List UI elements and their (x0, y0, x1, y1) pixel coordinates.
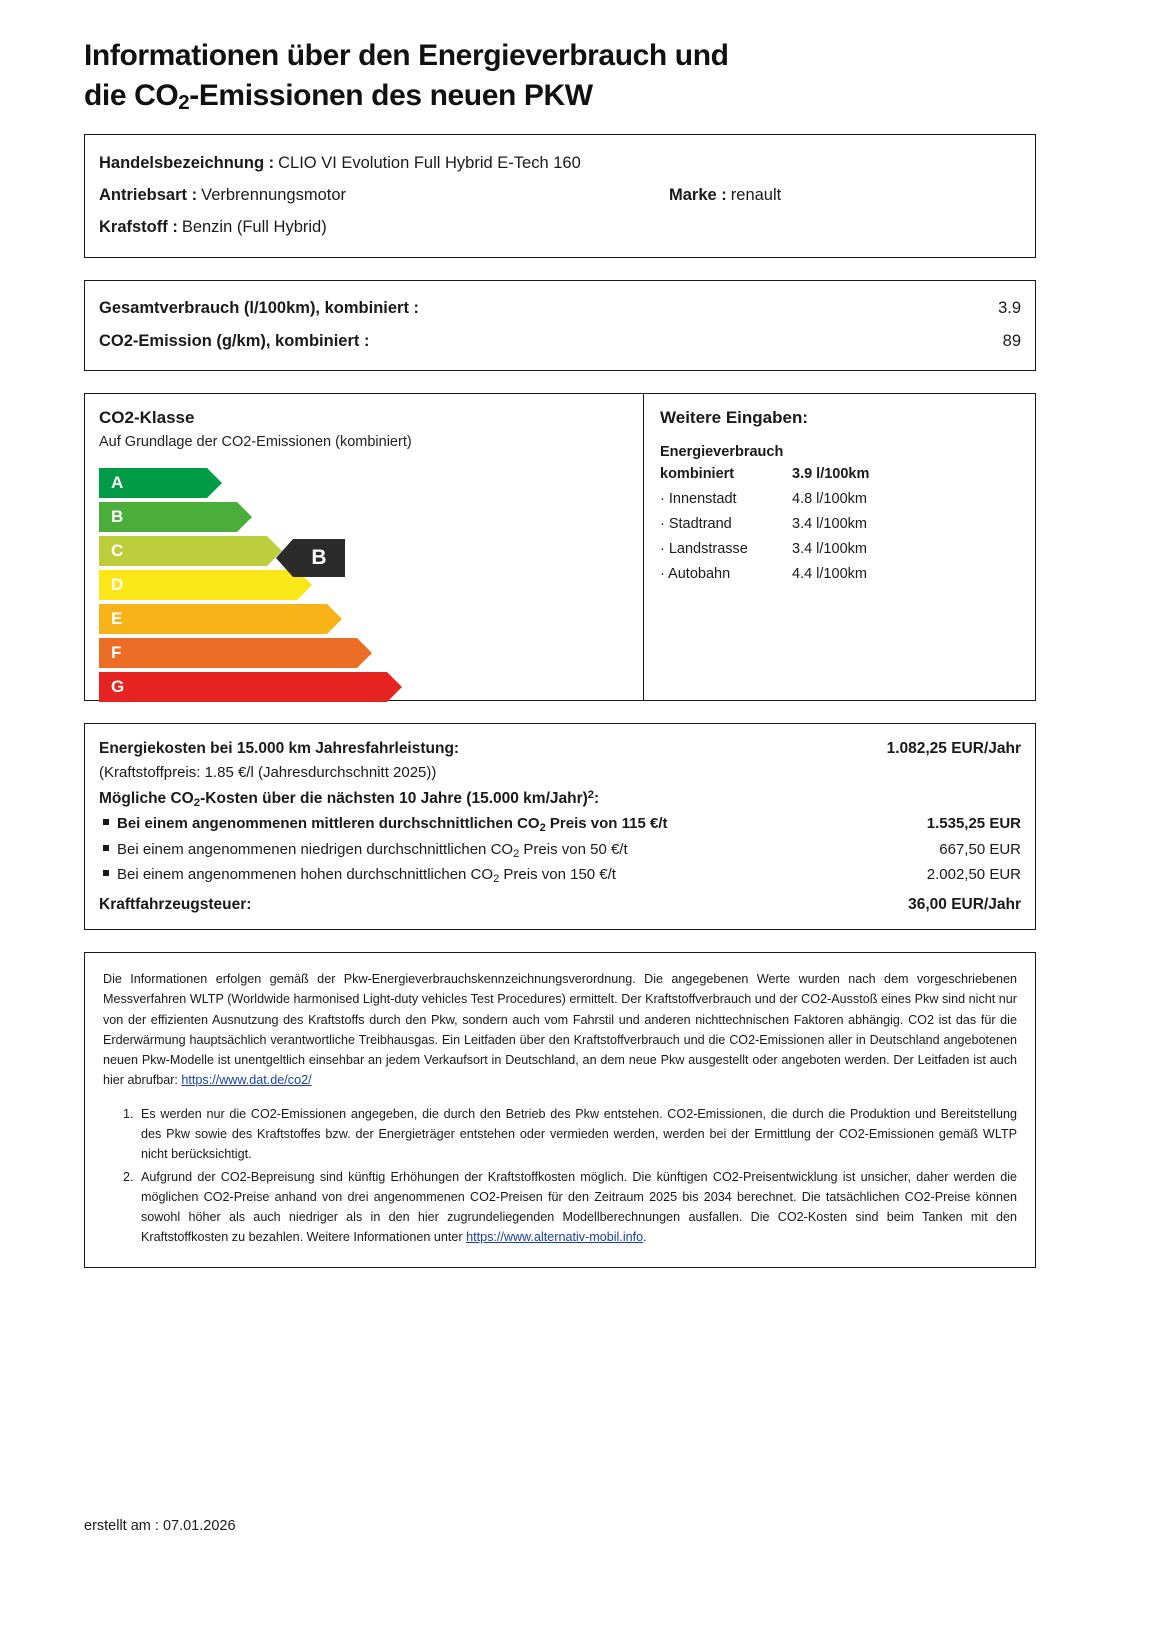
consumption-detail-value: 4.4 l/100km (792, 566, 867, 583)
energy-cost-label: Energiekosten bei 15.000 km Jahresfahrleistung: (99, 740, 460, 758)
co2-class-bar-label: B (111, 507, 124, 527)
consumption-detail-row (660, 537, 1035, 562)
co2-class-bar-label: G (111, 677, 125, 697)
co2-cost-header-text: Mögliche $CO_2$-Kosten über die nächsten 10 Jahre (15.000 km/Jahr)$^2$: (99, 788, 600, 809)
page-title-line2: die $CO_2$-Emissionen des neuen PKW (84, 78, 593, 114)
antriebsart-label: Antriebsart : (99, 185, 198, 204)
vehicle-info-box (84, 134, 1036, 259)
dat-guide-link[interactable]: https://www.dat.de/co2/ (181, 1073, 312, 1088)
bullet-square-icon (103, 845, 109, 851)
co2-cost-bullet (99, 862, 1021, 888)
fuel-price-note: (Kraftstoffpreis: 1.85 €/l (Jahresdurchschnitt 2025)) (99, 764, 437, 782)
bullet-square-icon (103, 819, 109, 825)
co2-class-bar-body (99, 638, 357, 668)
energy-cost-value: 1.082,25 EUR/Jahr (886, 740, 1021, 758)
handelsbezeichnung-label: Handelsbezeichnung : (99, 153, 275, 172)
footnote-2 (137, 1167, 1017, 1248)
co2-class-bar-label: E (111, 609, 123, 629)
page-title-line1: Informationen über den Energieverbrauch und (84, 39, 729, 72)
marker-label: B (311, 546, 327, 570)
page-title (84, 36, 1014, 116)
co2-class-chart-panel (85, 394, 643, 700)
disclaimer-paragraph (103, 969, 1017, 1090)
footnote-list (103, 1104, 1017, 1247)
co2-cost-header (99, 786, 1021, 811)
consumption-detail-key: · Landstrasse (660, 541, 748, 558)
co2-class-bar-arrowhead (357, 638, 372, 668)
footnote-1: 1. Es werden nur die CO2-Emissionen angegeben, die durch den Betrieb des Pkw entstehen. CO2-Emissionen, die durch die Produktion und Bereitstellung des Pkw sowie des Kraftstoffes bzw. der Energieträger entstehen oder vermieden werden, werden bei der Ermittlung der CO2-Emissionen gemäß WLTP nicht berücksichtigt. (137, 1104, 1017, 1164)
total-consumption-row (99, 292, 1021, 325)
consumption-detail-row (660, 512, 1035, 537)
co2-class-bar-body (99, 502, 237, 532)
alternativ-mobil-link[interactable]: https://www.alternativ-mobil.info (466, 1230, 644, 1244)
co2-emission-row (99, 325, 1021, 358)
kraftstoff-value: Benzin (Full Hybrid) (181, 218, 327, 237)
co2-class-bar-e (99, 604, 643, 634)
consumption-detail-value: 4.8 l/100km (792, 491, 867, 508)
marker-arrow-tip (276, 539, 293, 577)
consumption-detail-key: · Autobahn (660, 566, 731, 583)
co2-class-subtitle: Auf Grundlage der CO2-Emissionen (kombiniert) (99, 434, 412, 451)
vehicle-fuel-row (99, 211, 1021, 243)
consumption-detail-value: 3.9 l/100km (792, 466, 870, 483)
marke-value: renault (730, 185, 782, 204)
vehicle-tax-value: 36,00 EUR/Jahr (908, 896, 1021, 914)
co2-class-bars (99, 468, 643, 702)
co2-class-title: CO2-Klasse (99, 408, 195, 428)
co2-cost-bullet-text: Bei einem angenommenen hohen durchschnittlichen $CO_2$ Preis von 150 €/t (117, 866, 616, 886)
footer-created-date: erstellt am : 07.01.2026 (84, 1518, 236, 1534)
co2-class-bar-label: C (111, 541, 124, 561)
co2-class-bar-body (99, 536, 267, 566)
co2-class-bar-body (99, 468, 207, 498)
consumption-detail-value: 3.4 l/100km (792, 516, 867, 533)
co2-class-bar-body (99, 672, 387, 702)
co2-cost-bullet-text: Bei einem angenommenen mittleren durchschnittlichen $CO_2$ Preis von 115 €/t (117, 814, 668, 834)
weitere-eingaben-panel (643, 394, 1035, 700)
co2-emission-label: CO2-Emission (g/km), kombiniert : (99, 332, 370, 351)
co2-cost-bullet (99, 837, 1021, 863)
co2-class-bar-arrowhead (237, 502, 252, 532)
co2-cost-bullet-value: 667,50 EUR (939, 840, 1021, 858)
consumption-detail-row (660, 487, 1035, 512)
antriebsart-value: Verbrennungsmotor (201, 185, 347, 204)
co2-class-bar-label: A (111, 473, 124, 493)
disclaimer-text: Die Informationen erfolgen gemäß der Pkw-Energieverbrauchskennzeichnungsverordnung. Die angegebenen Werte wurden nach dem vorgeschriebenen Messverfahren WLTP (Worldwide harmonised Light-duty vehicles Test Procedures) ermittelt. Der Kraftstoffverbrauch und der CO2-Ausstoß eines Pkw sind nicht nur von der effizienten Ausnutzung des Kraftstoffs durch den Pkw, sondern auch vom Fahrstil und anderen nichttechnischen Faktoren abhängig. CO2 ist das für die Erderwärmung hauptsächlich verantwortliche Treibhausgas. Ein Leitfaden über den Kraftstoffverbrauch und die CO2-Emissionen aller in Deutschland angebotenen neuen Pkw-Modelle ist unentgeltlich einsehbar an jedem Verkaufsort in Deutschland, an dem neue Pkw ausgestellt oder angeboten werden. Der Leitfaden ist auch hier abrufbar: (103, 972, 1017, 1088)
co2-cost-bullet-value: 2.002,50 EUR (926, 866, 1021, 884)
energieverbrauch-heading: Energieverbrauch (660, 444, 784, 461)
disclaimer-box (84, 952, 1036, 1268)
co2-class-bar-label: D (111, 575, 124, 595)
footnote-2-text: Aufgrund der CO2-Bepreisung sind künftig Erhöhungen der Kraftstoffkosten möglich. Die künftigen CO2-Preisentwicklung ist unsicher, daher werden die möglichen CO2-Preise anhand von drei angenommenen CO2-Preisen für den Zeitraum 2025 bis 2034 berechnet. Die tatsächlichen CO2-Preise können sowohl höher als auch niedriger als in den hier zugrundeliegenden Modellberechnungen ausfallen. Die CO2-Kosten sind beim Tanken mit den Kraftstoffkosten zu bezahlen. Weitere Informationen unter (141, 1169, 1017, 1244)
energieverbrauch-rows (660, 462, 1035, 587)
footnote-2-end: . (643, 1230, 647, 1244)
vehicle-tax-row (99, 892, 1021, 917)
co2-cost-bullet-value: 1.535,25 EUR (926, 814, 1021, 832)
co2-class-bar-g (99, 672, 643, 702)
total-consumption-label: Gesamtverbrauch (l/100km), kombiniert : (99, 299, 420, 318)
co2-class-bar-c (99, 536, 643, 566)
vehicle-tax-label: Kraftfahrzeugsteuer: (99, 896, 252, 914)
co2-class-bar-arrowhead (387, 672, 402, 702)
co2-class-bar-body (99, 604, 327, 634)
marke-label: Marke : (669, 185, 727, 204)
bullet-square-icon (103, 870, 109, 876)
consumption-detail-row (660, 462, 1035, 487)
weitere-eingaben-title: Weitere Eingaben: (660, 408, 808, 428)
consumption-detail-value: 3.4 l/100km (792, 541, 867, 558)
co2-class-bar-f (99, 638, 643, 668)
handelsbezeichnung-value: CLIO VI Evolution Full Hybrid E-Tech 160 (278, 153, 581, 172)
co2-cost-bullets (99, 811, 1021, 888)
vehicle-drive-row (99, 179, 1021, 211)
co2-class-bar-label: F (111, 643, 122, 663)
consumption-detail-key: kombiniert (660, 466, 735, 483)
energy-cost-row (99, 736, 1021, 761)
cost-box (84, 723, 1036, 930)
kraftstoff-label: Krafstoff : (99, 218, 178, 237)
co2-class-bar-arrowhead (207, 468, 222, 498)
co2-class-bar-arrowhead (327, 604, 342, 634)
consumption-detail-key: · Stadtrand (660, 516, 732, 533)
co2-cost-bullet (99, 811, 1021, 837)
co2-cost-bullet-text: Bei einem angenommenen niedrigen durchschnittlichen $CO_2$ Preis von 50 €/t (117, 840, 628, 860)
total-consumption-value: 3.9 (998, 299, 1021, 318)
consumption-box (84, 280, 1036, 371)
co2-class-marker (293, 539, 345, 577)
brand-group (669, 179, 1021, 211)
co2-class-bar-b (99, 502, 643, 532)
co2-class-bar-a (99, 468, 643, 498)
co2-class-bar-body (99, 570, 297, 600)
co2-emission-value: 89 (1002, 332, 1021, 351)
co2-class-box (84, 393, 1036, 701)
consumption-detail-row (660, 562, 1035, 587)
vehicle-model-row (99, 147, 1021, 179)
co2-class-bar-d (99, 570, 643, 600)
consumption-detail-key: · Innenstadt (660, 491, 737, 508)
